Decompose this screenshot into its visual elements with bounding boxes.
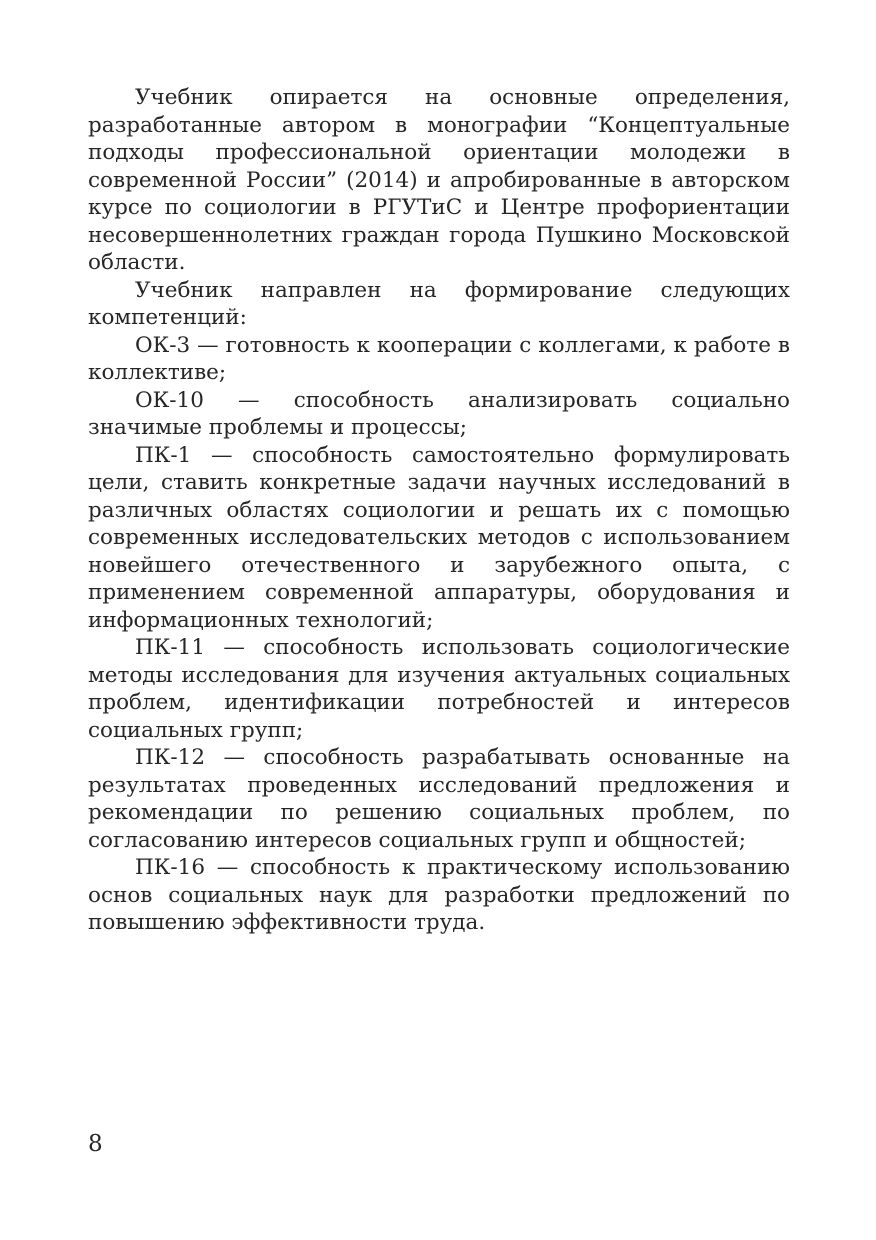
paragraph-ok-3: ОК-3 — готовность к кооперации с коллегами, к работе в коллективе; <box>88 332 790 385</box>
paragraph-pk-1: ПК-1 — способность самостоятельно формулировать цели, ставить конкретные задачи научных исследований в различных областях социологии и решать их с помощью современных исследовательских методов с использованием новейшего отечественного и зарубежного опыта, с применением современной аппаратуры, оборудования и информационных технологий; <box>88 442 790 633</box>
page-number: 8 <box>88 1131 103 1157</box>
paragraph-intro: Учебник опирается на основные определения, разработанные автором в монографии “Концептуальные подходы профессиональной ориентации молодежи в современной России” (2014) и апробированные в авторском курсе по социологии в РГУТиС и Центре профориентации несовершеннолетних граждан города Пушкино Московской области. <box>88 85 790 275</box>
paragraph-pk-12: ПК-12 — способность разрабатывать основанные на результатах проведенных исследований предложения и рекомендации по решению социальных проблем, по согласованию интересов социальных групп и общностей; <box>88 745 790 853</box>
paragraph-ok-10: ОК-10 — способность анализировать социально значимые проблемы и процессы; <box>88 387 790 440</box>
paragraph-competencies-lead: Учебник направлен на формирование следующих компетенций: <box>88 277 790 330</box>
paragraph-pk-16: ПК-16 — способность к практическому использованию основ социальных наук для разработки предложений по повышению эффективности труда. <box>88 855 790 935</box>
paragraph-pk-11: ПК-11 — способность использовать социологические методы исследования для изучения актуальных социальных проблем, идентификации потребностей и интересов социальных групп; <box>88 635 790 743</box>
body-text <box>88 84 790 937</box>
